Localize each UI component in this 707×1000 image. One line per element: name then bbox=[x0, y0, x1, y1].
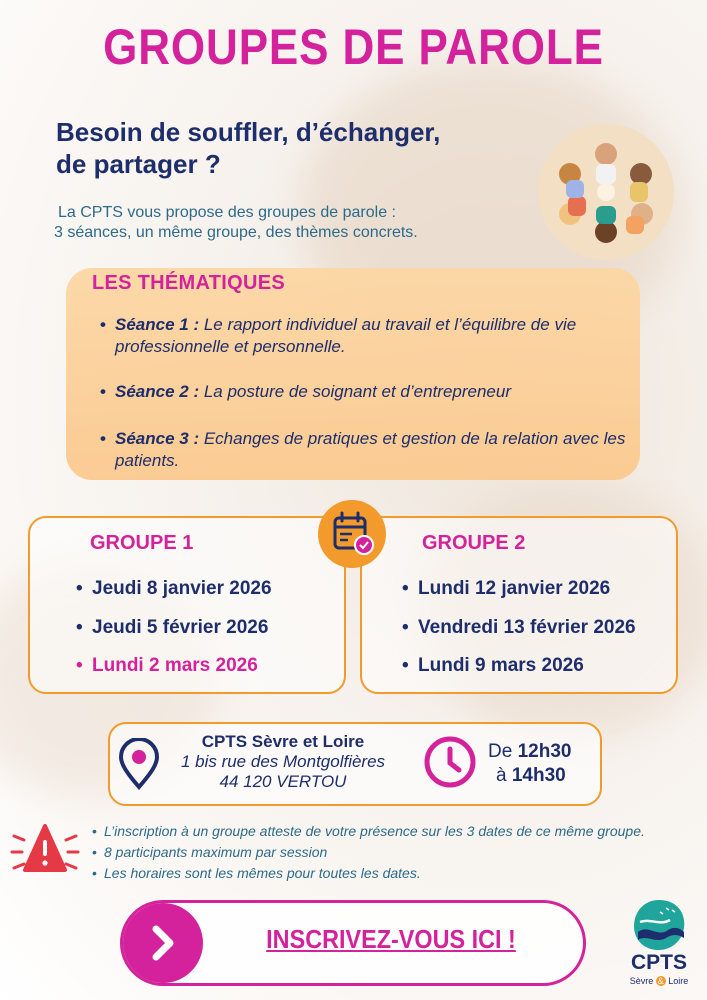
page-title: GROUPES DE PAROLE bbox=[103, 19, 604, 75]
people-circle-illustration bbox=[538, 124, 674, 260]
session-item bbox=[100, 314, 640, 358]
themes-title: LES THÉMATIQUES bbox=[92, 272, 286, 294]
date-text: Jeudi 5 février 2026 bbox=[92, 617, 269, 638]
location-name: CPTS Sèvre et Loire bbox=[201, 732, 365, 751]
session-text: Echanges de pratiques et gestion de la relation avec les patients. bbox=[115, 429, 626, 470]
subtitle-line: Besoin de souffler, d’échanger, bbox=[56, 117, 441, 147]
session-item bbox=[100, 381, 640, 403]
logo-sub-mid: & bbox=[657, 976, 664, 986]
note-item: • Les horaires sont les mêmes pour toutes les dates. bbox=[92, 865, 421, 881]
address-line: 44 120 VERTOU bbox=[219, 772, 347, 791]
date-text: Lundi 12 janvier 2026 bbox=[418, 578, 611, 599]
chevron-right-icon[interactable] bbox=[123, 903, 203, 983]
session-label: Séance 2 : bbox=[115, 382, 200, 401]
note-text: Les horaires sont les mêmes pour toutes les dates. bbox=[104, 865, 421, 881]
group-1-title: GROUPE 1 bbox=[90, 532, 194, 554]
date-text: Vendredi 13 février 2026 bbox=[418, 617, 636, 638]
hours-to-prefix: à bbox=[496, 765, 507, 786]
date-text: Jeudi 8 janvier 2026 bbox=[92, 578, 272, 599]
date-item: • Lundi 12 janvier 2026 bbox=[402, 578, 611, 599]
calendar-icon bbox=[318, 500, 386, 568]
warning-icon bbox=[10, 818, 80, 882]
session-text: La posture de soignant et d’entrepreneur bbox=[203, 382, 512, 401]
session-text: Le rapport individuel au travail et l’équilibre de vie professionnelle et personnelle. bbox=[115, 315, 577, 356]
note-item: • L’inscription à un groupe atteste de votre présence sur les 3 dates de ce même groupe. bbox=[92, 823, 645, 839]
note-text: 8 participants maximum par session bbox=[104, 844, 328, 860]
hours bbox=[488, 740, 571, 788]
intro-line: La CPTS vous propose des groupes de parole : bbox=[58, 204, 396, 221]
intro-text bbox=[54, 203, 514, 243]
bullet: • bbox=[100, 382, 106, 401]
hours-from: 12h30 bbox=[517, 741, 572, 762]
location-pin-icon bbox=[116, 738, 162, 790]
session-label: Séance 1 : bbox=[115, 315, 200, 334]
bullet: • bbox=[100, 429, 106, 448]
session-label: Séance 3 : bbox=[115, 429, 200, 448]
clock-icon bbox=[422, 734, 478, 790]
date-item: • Vendredi 13 février 2026 bbox=[402, 617, 636, 638]
date-item: • Jeudi 5 février 2026 bbox=[76, 617, 269, 638]
logo-text: CPTS bbox=[630, 951, 687, 974]
session-item bbox=[100, 428, 640, 472]
hours-from-prefix: De bbox=[488, 741, 513, 762]
bullet: • bbox=[100, 315, 106, 334]
date-text: Lundi 2 mars 2026 bbox=[92, 655, 258, 676]
logo-sub-left: Sèvre bbox=[629, 976, 654, 986]
group-2-title: GROUPE 2 bbox=[422, 532, 526, 554]
date-item: • Lundi 9 mars 2026 bbox=[402, 655, 584, 676]
logo-sub-right: Loire bbox=[668, 976, 689, 986]
date-text: Lundi 9 mars 2026 bbox=[418, 655, 584, 676]
hours-to: 14h30 bbox=[511, 765, 566, 786]
address-line: 1 bis rue des Montgolfières bbox=[180, 752, 386, 771]
register-link[interactable]: INSCRIVEZ-VOUS ICI ! bbox=[266, 924, 516, 954]
intro-line: 3 séances, un même groupe, des thèmes concrets. bbox=[54, 224, 418, 241]
logo-subtitle bbox=[624, 976, 694, 986]
subtitle bbox=[56, 116, 526, 180]
date-item: • Jeudi 8 janvier 2026 bbox=[76, 578, 272, 599]
date-item: • Lundi 2 mars 2026 bbox=[76, 655, 258, 676]
note-item: • 8 participants maximum par session bbox=[92, 844, 328, 860]
note-text: L’inscription à un groupe atteste de votre présence sur les 3 dates de ce même groupe. bbox=[104, 823, 645, 839]
cpts-logo-icon bbox=[630, 898, 688, 952]
subtitle-line: de partager ? bbox=[56, 149, 221, 179]
